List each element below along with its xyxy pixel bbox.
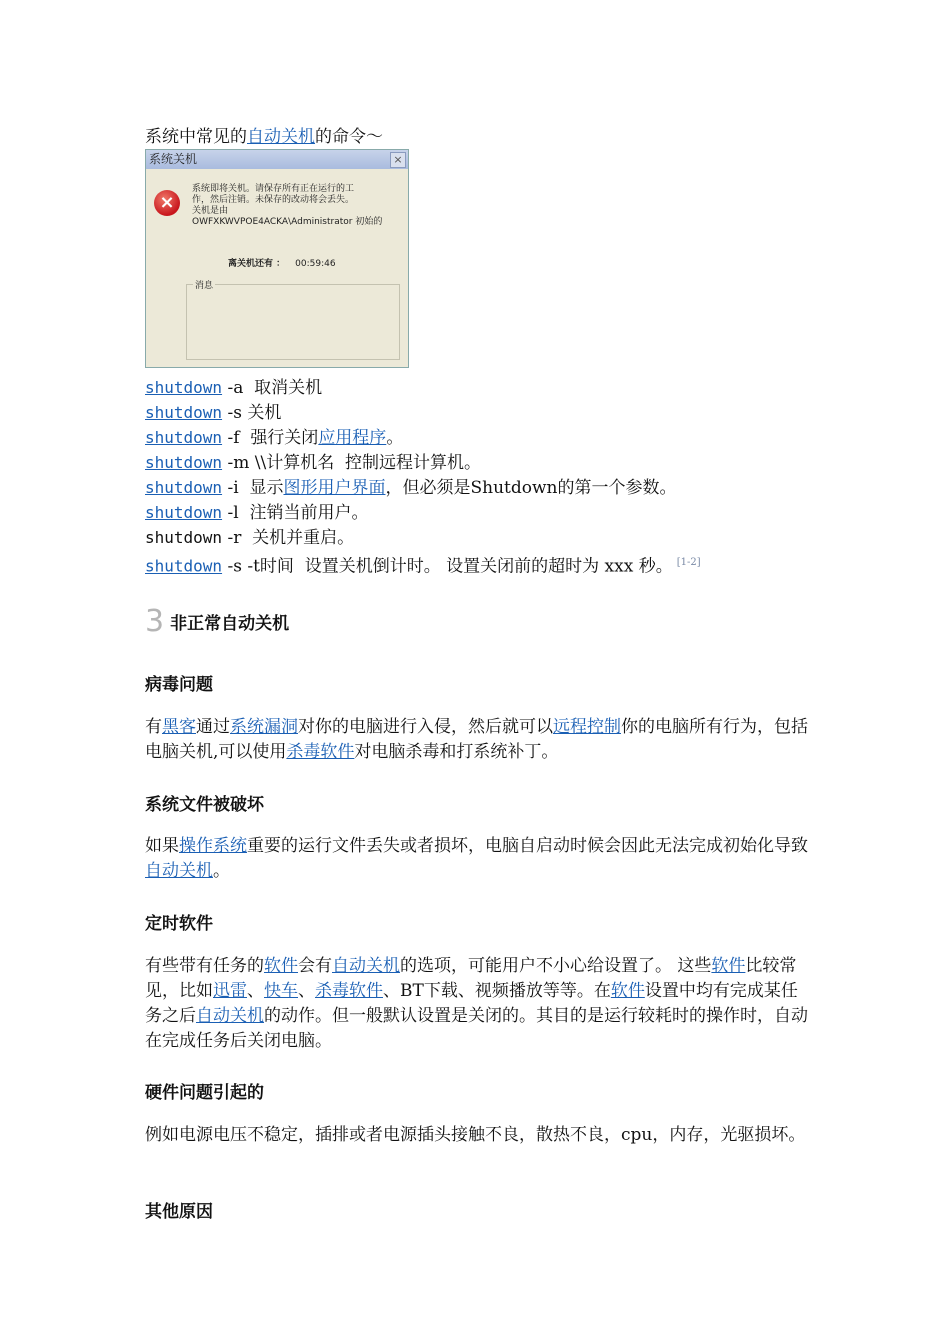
text: 对电脑杀毒和打系统补丁。 bbox=[354, 742, 559, 762]
dialog-message-line: OWFXKWVPOE4ACKA\Administrator 初始的 bbox=[192, 217, 383, 227]
link-auto-shutdown[interactable]: 自动关机 bbox=[196, 1006, 264, 1026]
link-shutdown[interactable]: shutdown bbox=[145, 378, 223, 397]
command-desc: 注销当前用户。 bbox=[249, 503, 369, 523]
link-hacker[interactable]: 黑客 bbox=[162, 717, 196, 737]
link-software[interactable]: 软件 bbox=[711, 956, 746, 976]
command-args: -a bbox=[222, 378, 255, 398]
error-icon: × bbox=[154, 190, 180, 216]
link-gui[interactable]: 图形用户界面 bbox=[283, 478, 386, 498]
command-row bbox=[145, 525, 701, 550]
dialog-countdown bbox=[228, 256, 336, 269]
paragraph-timer-software bbox=[145, 954, 810, 1054]
command-name: shutdown bbox=[145, 528, 223, 547]
countdown-label: 离关机还有 ： bbox=[228, 259, 286, 269]
paragraph-system-file bbox=[145, 834, 810, 884]
link-auto-shutdown[interactable]: 自动关机 bbox=[145, 861, 213, 881]
dialog-message-line: 系统即将关机。请保存所有正在运行的工 bbox=[192, 184, 355, 194]
heading-system-file: 系统文件被破坏 bbox=[145, 795, 264, 815]
link-application[interactable]: 应用程序 bbox=[318, 428, 387, 448]
reference-mark[interactable]: [1-2] bbox=[676, 557, 701, 568]
command-row bbox=[145, 550, 701, 575]
paragraph-hardware: 例如电源电压不稳定，插排或者电源插头接触不良，散热不良，cpu，内存，光驱损坏。 bbox=[145, 1125, 806, 1145]
shutdown-dialog-screenshot bbox=[145, 149, 409, 368]
link-software[interactable]: 软件 bbox=[610, 981, 645, 1001]
heading-virus: 病毒问题 bbox=[145, 675, 213, 695]
link-antivirus[interactable]: 杀毒软件 bbox=[315, 981, 383, 1001]
text: 重要的运行文件丢失或者损坏，电脑自启动时候会因此无法完成初始化导致 bbox=[247, 836, 808, 856]
section-heading bbox=[145, 604, 289, 639]
command-row bbox=[145, 450, 701, 475]
command-desc: 控制远程计算机。 bbox=[345, 453, 481, 473]
text: 的选项，可能用户不小心给设置了。 这些 bbox=[400, 956, 712, 976]
section-number: 3 bbox=[145, 604, 165, 639]
link-shutdown[interactable]: shutdown bbox=[145, 453, 223, 472]
link-system-vulnerability[interactable]: 系统漏洞 bbox=[230, 717, 298, 737]
command-list bbox=[145, 375, 701, 575]
command-args: -r bbox=[222, 528, 253, 548]
link-flashget[interactable]: 快车 bbox=[264, 981, 298, 1001]
text: 你的电脑所有行为，包括电脑关机,可以使用 bbox=[145, 717, 808, 762]
link-auto-shutdown[interactable]: 自动关机 bbox=[332, 956, 400, 976]
paragraph-virus bbox=[145, 715, 810, 765]
command-desc: 显示 bbox=[249, 478, 284, 498]
text: 对你的电脑进行入侵，然后就可以 bbox=[298, 717, 553, 737]
command-desc: 强行关闭 bbox=[250, 428, 319, 448]
heading-hardware: 硬件问题引起的 bbox=[145, 1083, 264, 1103]
command-args: -s -t时间 bbox=[222, 556, 305, 577]
text: 会有 bbox=[298, 956, 332, 976]
command-desc: 关机 bbox=[247, 403, 282, 423]
text: 有 bbox=[145, 717, 162, 737]
dialog-message-line: 作，然后注销。未保存的改动将会丢失。 bbox=[192, 195, 355, 205]
link-shutdown[interactable]: shutdown bbox=[145, 556, 223, 576]
dialog-message-group bbox=[186, 281, 400, 360]
heading-other: 其他原因 bbox=[145, 1202, 213, 1222]
countdown-value: 00:59:46 bbox=[295, 259, 336, 269]
dialog-group-label: 消息 bbox=[193, 278, 215, 291]
command-args: -f bbox=[222, 428, 251, 448]
text: 比较常见，比如 bbox=[145, 956, 797, 1001]
command-args: -s bbox=[222, 403, 248, 423]
command-args: -i bbox=[222, 478, 250, 498]
link-auto-shutdown[interactable]: 自动关机 bbox=[247, 127, 315, 147]
link-operating-system[interactable]: 操作系统 bbox=[179, 836, 247, 856]
text: 有些带有任务的 bbox=[145, 956, 264, 976]
dialog-message-line: 关机是由 bbox=[192, 206, 229, 216]
link-shutdown[interactable]: shutdown bbox=[145, 403, 223, 422]
command-args: -m \\计算机名 bbox=[222, 453, 345, 473]
link-shutdown[interactable]: shutdown bbox=[145, 478, 223, 497]
link-xunlei[interactable]: 迅雷 bbox=[213, 981, 247, 1001]
link-shutdown[interactable]: shutdown bbox=[145, 428, 223, 447]
text: 通过 bbox=[196, 717, 230, 737]
intro-line bbox=[145, 124, 383, 150]
command-desc: 设置关机倒计时。 设置关闭前的超时为 xxx 秒。 bbox=[304, 556, 673, 577]
text: 、BT下载、视频播放等等。在 bbox=[383, 981, 611, 1001]
text: 、 bbox=[247, 981, 264, 1001]
link-shutdown[interactable]: shutdown bbox=[145, 503, 223, 522]
text: 如果 bbox=[145, 836, 179, 856]
dialog-message bbox=[192, 184, 404, 228]
command-row bbox=[145, 400, 701, 425]
dialog-title-bar bbox=[146, 150, 408, 169]
intro-text-end: 的命令～ bbox=[315, 127, 383, 147]
section-title: 非正常自动关机 bbox=[170, 614, 290, 634]
command-row bbox=[145, 500, 701, 525]
text: 设置中均有完成某任务之后 bbox=[145, 981, 798, 1026]
text: 。 bbox=[213, 861, 230, 881]
command-desc: 关机并重启。 bbox=[252, 528, 355, 548]
command-desc-end: 。 bbox=[386, 428, 404, 448]
link-software[interactable]: 软件 bbox=[264, 956, 298, 976]
link-remote-control[interactable]: 远程控制 bbox=[553, 717, 621, 737]
command-desc: 取消关机 bbox=[254, 378, 323, 398]
close-icon: × bbox=[390, 152, 406, 168]
command-desc-end: ，但必须是Shutdown的第一个参数。 bbox=[385, 478, 677, 498]
command-row bbox=[145, 475, 701, 500]
command-row bbox=[145, 425, 701, 450]
command-row bbox=[145, 375, 701, 400]
text: 的动作。但一般默认设置是关闭的。其目的是运行较耗时的操作时，自动在完成任务后关闭电脑。 bbox=[145, 1006, 808, 1051]
text: 、 bbox=[298, 981, 315, 1001]
intro-text: 系统中常见的 bbox=[145, 127, 247, 147]
link-antivirus[interactable]: 杀毒软件 bbox=[286, 742, 355, 762]
command-args: -l bbox=[222, 503, 250, 523]
dialog-title: 系统关机 bbox=[149, 152, 198, 166]
heading-timer-software: 定时软件 bbox=[145, 914, 213, 934]
